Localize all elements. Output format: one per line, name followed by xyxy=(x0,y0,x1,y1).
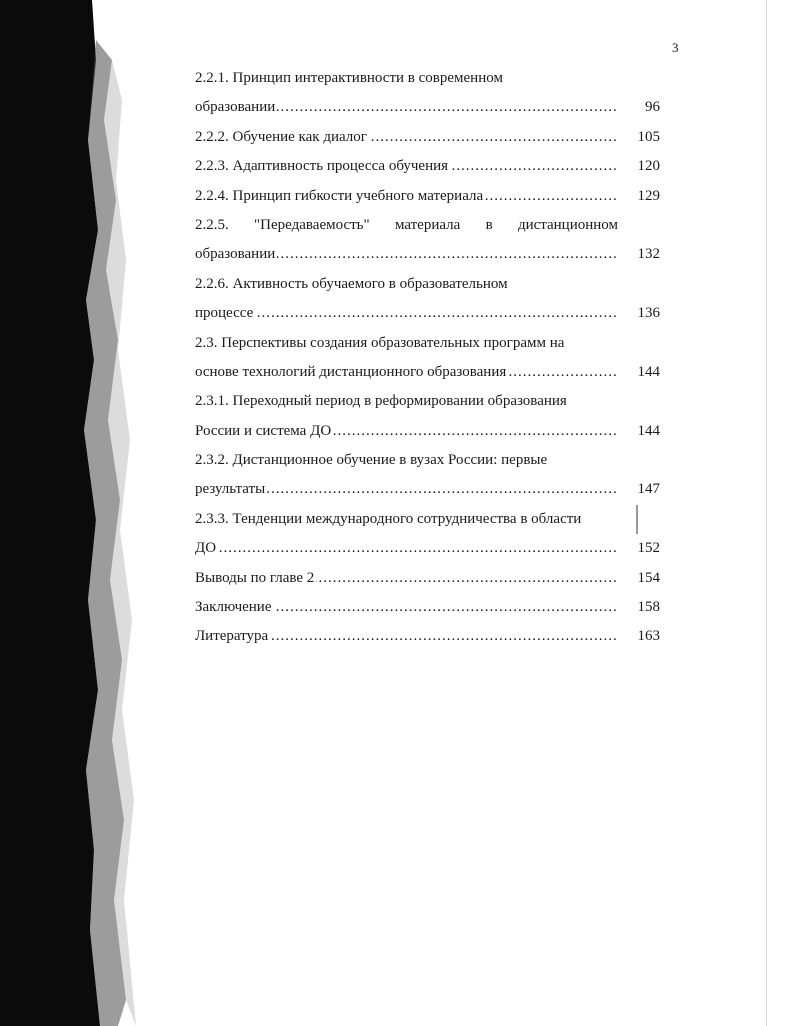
toc-line xyxy=(195,564,660,593)
toc-entry-page: 105 xyxy=(618,123,660,152)
toc-entry-title: процессе xyxy=(195,305,254,322)
toc-entry-page: 152 xyxy=(618,534,660,563)
toc-entry-page: 147 xyxy=(618,475,660,504)
toc-line xyxy=(195,417,660,446)
toc-entry-title: 2.2.5. "Передаваемость" материала в дистанционном xyxy=(195,211,620,240)
toc-entry-title: 2.3. Перспективы создания образовательных программ на xyxy=(195,334,565,351)
toc-entry-page: 129 xyxy=(618,182,660,211)
scan-right-edge-line xyxy=(766,0,767,1026)
toc-entry-title: России и система ДО xyxy=(195,422,332,439)
toc-line xyxy=(195,358,660,387)
toc-entry-page: 144 xyxy=(618,417,660,446)
toc-line xyxy=(195,182,660,211)
toc-line xyxy=(195,622,660,651)
toc-entry-title: образовании xyxy=(195,99,276,116)
toc-line xyxy=(195,387,660,416)
toc-entry-title: 2.3.3. Тенденции международного сотрудничества в области xyxy=(195,510,582,527)
toc-entry-title: 2.2.3. Адаптивность процесса обучения xyxy=(195,158,449,175)
toc-line xyxy=(195,593,660,622)
toc-line xyxy=(195,534,660,563)
toc-entry-page: 96 xyxy=(618,93,660,122)
toc-line xyxy=(195,270,660,299)
toc-line xyxy=(195,505,660,534)
toc-line xyxy=(195,299,660,328)
toc-entry-title: 2.2.2. Обучение как диалог xyxy=(195,128,367,145)
toc-line xyxy=(195,152,660,181)
toc-line xyxy=(195,329,660,358)
toc-entry-title: результаты xyxy=(195,481,266,498)
toc-line xyxy=(195,446,660,475)
toc-entry-page: 136 xyxy=(618,299,660,328)
toc-entry-title: Заключение xyxy=(195,599,272,616)
toc-entry-page: 158 xyxy=(618,593,660,622)
toc-entry-title: образовании xyxy=(195,246,276,263)
toc-entry-title: 2.2.1. Принцип интерактивности в современном xyxy=(195,70,503,86)
toc-line xyxy=(195,211,660,240)
toc-line xyxy=(195,123,660,152)
toc-line xyxy=(195,475,660,504)
toc-entry-page: 132 xyxy=(618,240,660,269)
toc-entry-title: 2.3.1. Переходный период в реформировании образования xyxy=(195,393,567,410)
toc-line xyxy=(195,240,660,269)
toc-entry-page: 154 xyxy=(618,564,660,593)
toc-line xyxy=(195,64,660,93)
toc-entry-title: ДО xyxy=(195,540,217,557)
toc-entry-title: Выводы по главе 2 xyxy=(195,569,315,586)
toc-entry-title: основе технологий дистанционного образования xyxy=(195,363,507,380)
scan-binding-shadow xyxy=(0,0,150,1026)
toc-entry-title: Литература xyxy=(195,628,269,645)
toc-entry-title: 2.3.2. Дистанционное обучение в вузах России: первые xyxy=(195,452,548,469)
toc-entry-page: 144 xyxy=(618,358,660,387)
toc-entry-page: 163 xyxy=(618,622,660,651)
toc-line xyxy=(195,93,660,122)
table-of-contents xyxy=(195,64,660,652)
page-number: 3 xyxy=(672,40,679,55)
toc-entry-title: 2.2.4. Принцип гибкости учебного материала xyxy=(195,187,484,204)
toc-entry-page: 120 xyxy=(618,152,660,181)
toc-entry-title: 2.2.6. Активность обучаемого в образовательном xyxy=(195,275,508,292)
